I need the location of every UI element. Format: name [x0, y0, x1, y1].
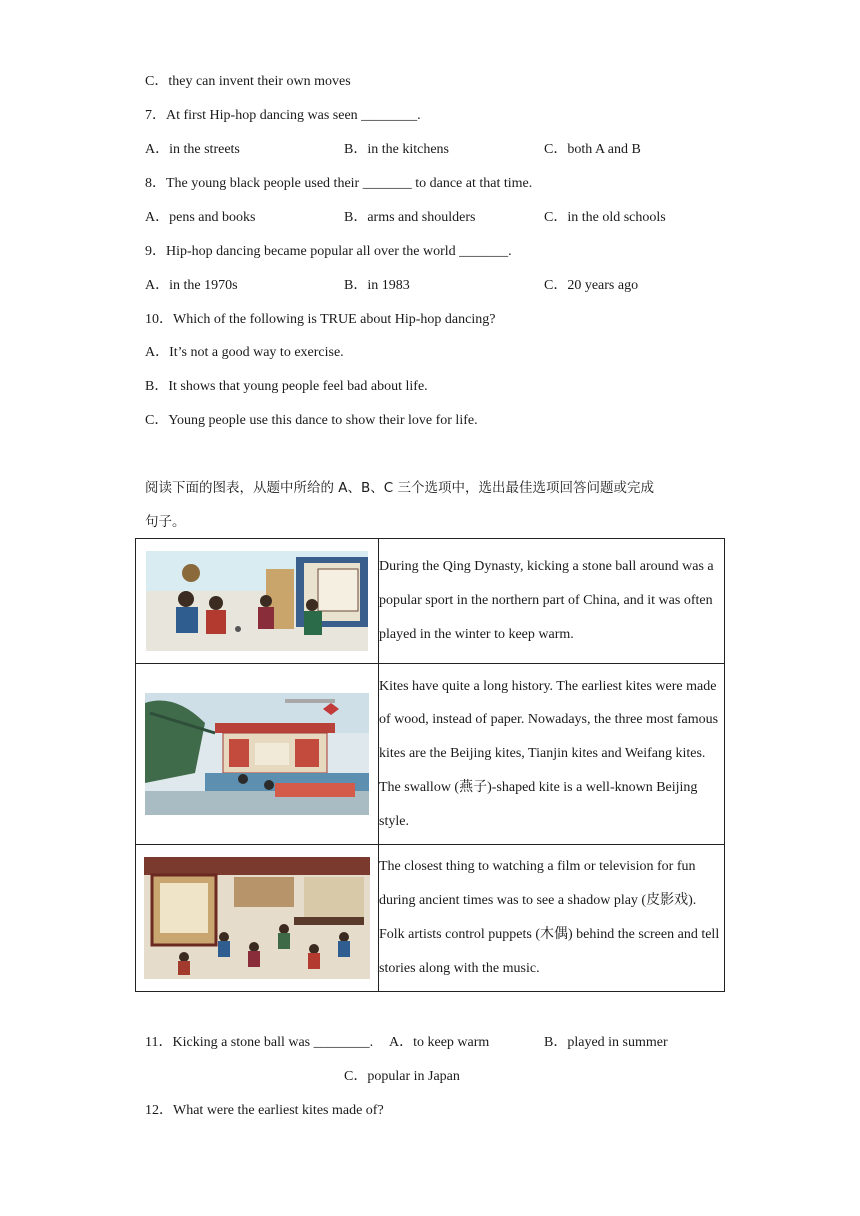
stone-ball-painting: [146, 551, 368, 651]
table-row: [136, 845, 725, 992]
section-instructions: 阅读下面的图表，从题中所给的 A、B、C 三个选项中，选出最佳选项回答问题或完成: [145, 480, 655, 496]
table-text-cell: Kites have quite a long history. The earliest kites were made of wood, instead of paper. Nowadays, the three most famous kites are the Beijing kites, Tianjin kites and Weifang kites. The swallow (燕子)-shaped kite is a well-known Beijing style.: [379, 664, 725, 845]
q8-option-c: C．in the old schools: [544, 210, 666, 225]
table-text-cell: The closest thing to watching a film or television for fun during ancient times was to see a shadow play (皮影戏). Folk artists control puppets (木偶) behind the screen and tell stories along with the music.: [379, 845, 725, 992]
q7-option-c: C．both A and B: [544, 142, 641, 157]
table-row: [136, 664, 725, 845]
q11-option-c: C．popular in Japan: [344, 1069, 460, 1084]
kite-painting: [145, 693, 369, 815]
q12-question: 12．What were the earliest kites made of?: [145, 1103, 384, 1118]
reading-table: [135, 538, 725, 992]
q9-option-b: B．in 1983: [344, 278, 410, 293]
q11-option-a: A．to keep warm: [389, 1035, 490, 1050]
q9-option-c: C．20 years ago: [544, 278, 639, 293]
q8-option-a: A．pens and books: [145, 210, 256, 225]
q11-question: 11．Kicking a stone ball was ________.: [145, 1035, 374, 1050]
q8-question: 8．The young black people used their _______ to dance at that time.: [145, 176, 533, 191]
section-instructions-cont: 句子。: [145, 514, 186, 530]
q6-option-c: C．they can invent their own moves: [145, 74, 351, 89]
q11-option-b: B．played in summer: [544, 1035, 668, 1050]
q10-option-a: A．It’s not a good way to exercise.: [145, 345, 344, 360]
q7-option-a: A．in the streets: [145, 142, 240, 157]
shadow-play-painting: [144, 857, 370, 979]
table-image-cell: [136, 664, 379, 845]
q10-question: 10．Which of the following is TRUE about Hip-hop dancing?: [145, 312, 496, 327]
q9-option-a: A．in the 1970s: [145, 278, 238, 293]
table-image-cell: [136, 539, 379, 664]
q8-option-b: B．arms and shoulders: [344, 210, 476, 225]
q10-option-b: B．It shows that young people feel bad about life.: [145, 379, 428, 394]
q10-option-c: C．Young people use this dance to show their love for life.: [145, 413, 478, 428]
q9-question: 9．Hip-hop dancing became popular all over the world _______.: [145, 244, 512, 259]
table-text-cell: During the Qing Dynasty, kicking a stone ball around was a popular sport in the northern part of China, and it was often played in the winter to keep warm.: [379, 539, 725, 664]
q7-question: 7．At first Hip-hop dancing was seen ________.: [145, 108, 421, 123]
table-row: [136, 539, 725, 664]
q7-option-b: B．in the kitchens: [344, 142, 449, 157]
table-image-cell: [136, 845, 379, 992]
